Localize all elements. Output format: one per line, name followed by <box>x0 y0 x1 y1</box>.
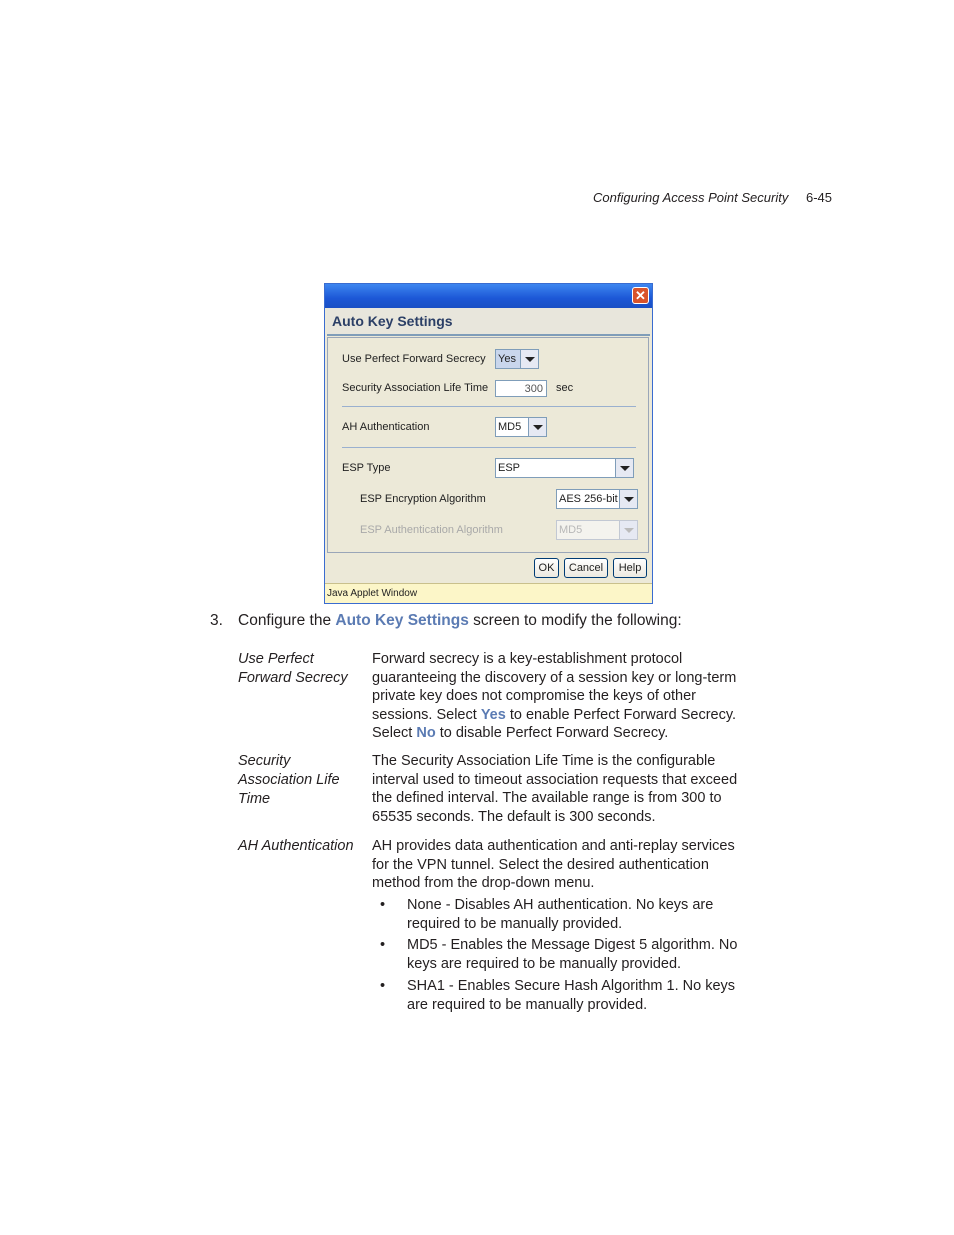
ah-auth-select-value: MD5 <box>498 421 522 433</box>
settings-panel <box>327 337 649 553</box>
pfs-label: Use Perfect Forward Secrecy <box>342 353 486 365</box>
pfs-description <box>372 650 752 743</box>
help-button[interactable]: Help <box>613 558 647 578</box>
ah-auth-term: AH Authentication <box>238 838 354 854</box>
esp-type-select[interactable] <box>495 458 634 478</box>
chevron-down-icon[interactable] <box>615 459 633 477</box>
pfs-text-3: to disable Perfect Forward Secrecy. <box>435 725 669 741</box>
sa-life-time-unit: sec <box>556 382 574 394</box>
chevron-down-icon[interactable] <box>520 350 538 368</box>
separator <box>342 447 636 448</box>
step-number: 3. <box>210 612 223 629</box>
esp-type-select-value: ESP <box>498 462 521 474</box>
auto-key-settings-dialog <box>324 283 653 604</box>
sa-life-time-label: Security Association Life Time <box>342 382 489 394</box>
dialog-title: Auto Key Settings <box>332 313 453 329</box>
sa-life-time-input[interactable] <box>495 380 547 397</box>
ah-auth-select[interactable] <box>495 417 547 437</box>
step-prefix: Configure the <box>238 612 336 629</box>
step-suffix: screen to modify the following: <box>468 612 682 629</box>
bullet-icon: • <box>380 978 386 994</box>
chevron-down-icon[interactable] <box>528 418 546 436</box>
step-keyword: Auto Key Settings <box>335 612 469 629</box>
chevron-down-icon[interactable] <box>619 490 637 508</box>
esp-encryption-select[interactable] <box>556 489 638 509</box>
esp-auth-label: ESP Authentication Algorithm <box>360 524 503 536</box>
applet-status-bar <box>325 583 652 603</box>
esp-encryption-label: ESP Encryption Algorithm <box>360 493 486 505</box>
separator <box>342 406 636 407</box>
list-item-text: None - Disables AH authentication. No keys are required to be manually provided. <box>407 897 714 932</box>
pfs-text-2: to enable Perfect Forward Secrecy. Select <box>372 706 737 741</box>
ah-auth-label: AH Authentication <box>342 421 430 433</box>
list-item <box>380 936 750 974</box>
page-number: 6-45 <box>805 190 832 205</box>
close-icon[interactable]: ✕ <box>632 287 649 304</box>
bullet-icon: • <box>380 897 386 913</box>
pfs-text-1: Forward secrecy is a key-establishment protocol guaranteeing the discovery of a session key or long-term private key does not compromise the keys of other sessions. Select <box>372 651 737 723</box>
list-item-text: MD5 - Enables the Message Digest 5 algorithm. No keys are required to be manually provided. <box>407 937 738 972</box>
step-instruction <box>210 612 682 630</box>
list-item <box>380 977 750 1015</box>
pfs-yes-keyword: Yes <box>480 706 506 723</box>
section-title: Configuring Access Point Security <box>593 190 789 205</box>
pfs-select-value: Yes <box>498 353 516 365</box>
sa-life-time-value: 300 <box>524 383 543 395</box>
list-item <box>380 896 750 934</box>
running-header <box>593 190 832 205</box>
pfs-term: Use Perfect Forward Secrecy <box>238 651 348 686</box>
applet-status-text: Java Applet Window <box>327 588 418 599</box>
esp-type-label: ESP Type <box>342 462 391 474</box>
esp-auth-select <box>556 520 638 540</box>
ah-auth-description: AH provides data authentication and anti-replay services for the VPN tunnel. Select the desired authentication method from the drop-down menu. <box>372 838 735 891</box>
ok-button[interactable]: OK <box>534 558 559 578</box>
bullet-icon: • <box>380 937 386 953</box>
sa-life-time-term: Security Association Life Time <box>238 753 340 807</box>
esp-auth-select-value: MD5 <box>559 524 583 536</box>
list-item-text: SHA1 - Enables Secure Hash Algorithm 1. No keys are required to be manually provided. <box>407 978 736 1013</box>
cancel-button[interactable]: Cancel <box>564 558 608 578</box>
title-bar <box>325 284 652 308</box>
sa-life-time-description: The Security Association Life Time is the configurable interval used to timeout association requests that exceed the defined interval. The available range is from 300 to 65535 seconds. The default is 300 seconds. <box>372 753 738 825</box>
pfs-select[interactable] <box>495 349 539 369</box>
pfs-no-keyword: No <box>416 725 436 741</box>
esp-encryption-select-value: AES 256-bit <box>559 493 618 505</box>
chevron-down-icon <box>619 521 637 539</box>
dialog-header <box>327 308 650 336</box>
